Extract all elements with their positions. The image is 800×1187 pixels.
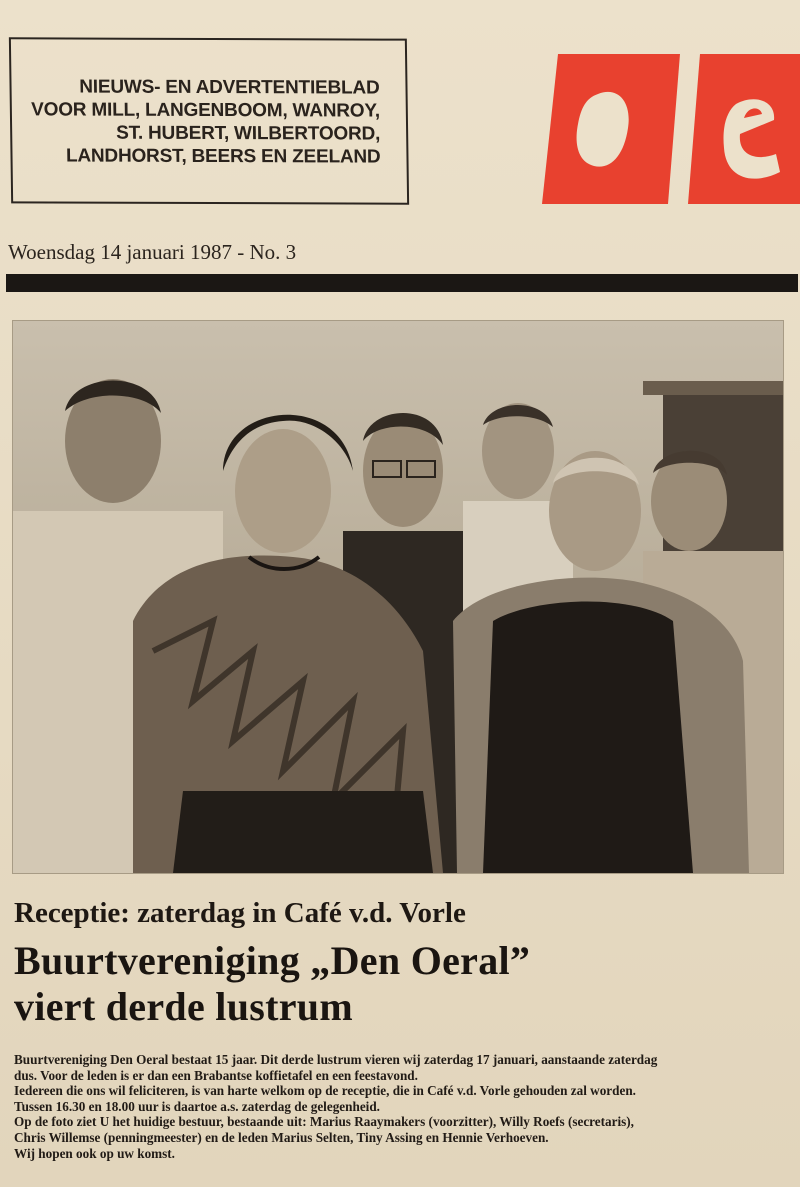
masthead-line: LANDHORST, BEERS EN ZEELAND	[65, 145, 381, 168]
body-line: Chris Willemse (penningmeester) en de leden Marius Selten, Tiny Assing en Hennie Verhoeven.	[14, 1129, 549, 1145]
article-kicker: Receptie: zaterdag in Café v.d. Vorle	[14, 897, 466, 929]
body-line: Op de foto ziet U het huidige bestuur, bestaande uit: Marius Raaymakers (voorzitter), Willy Roefs (secretaris),	[14, 1114, 634, 1130]
masthead-line: ST. HUBERT, WILBERTOORD,	[116, 122, 381, 145]
dateline: Woensdag 14 januari 1987 - No. 3	[8, 240, 297, 264]
masthead-line: VOOR MILL, LANGENBOOM, WANROY,	[31, 99, 380, 122]
group-photo	[12, 320, 784, 874]
body-line: Wij hopen ook op uw komst.	[14, 1145, 175, 1161]
masthead-line: NIEUWS- EN ADVERTENTIEBLAD	[79, 76, 380, 99]
headline-line: Buurtvereniging „Den Oeral”	[14, 938, 531, 983]
masthead-box	[9, 37, 409, 204]
body-line: Tussen 16.30 en 18.00 uur is daartoe a.s. zaterdag de gelegenheid.	[14, 1098, 380, 1114]
body-line: Iedereen die ons wil feliciteren, is van harte welkom op de receptie, die in Café v.d. Vorle gehouden zal worden.	[14, 1083, 636, 1099]
newspaper-logo	[540, 44, 800, 209]
article	[14, 896, 794, 1030]
body-line: dus. Voor de leden is er dan een Brabantse koffietafel en een feestavond.	[14, 1067, 418, 1083]
headline-line: viert derde lustrum	[14, 984, 353, 1029]
article-headline	[14, 938, 794, 1030]
article-body	[14, 1052, 794, 1161]
divider-rule	[6, 274, 798, 292]
body-line: Buurtvereniging Den Oeral bestaat 15 jaar. Dit derde lustrum vieren wij zaterdag 17 januari, aanstaande zaterdag	[14, 1052, 658, 1067]
